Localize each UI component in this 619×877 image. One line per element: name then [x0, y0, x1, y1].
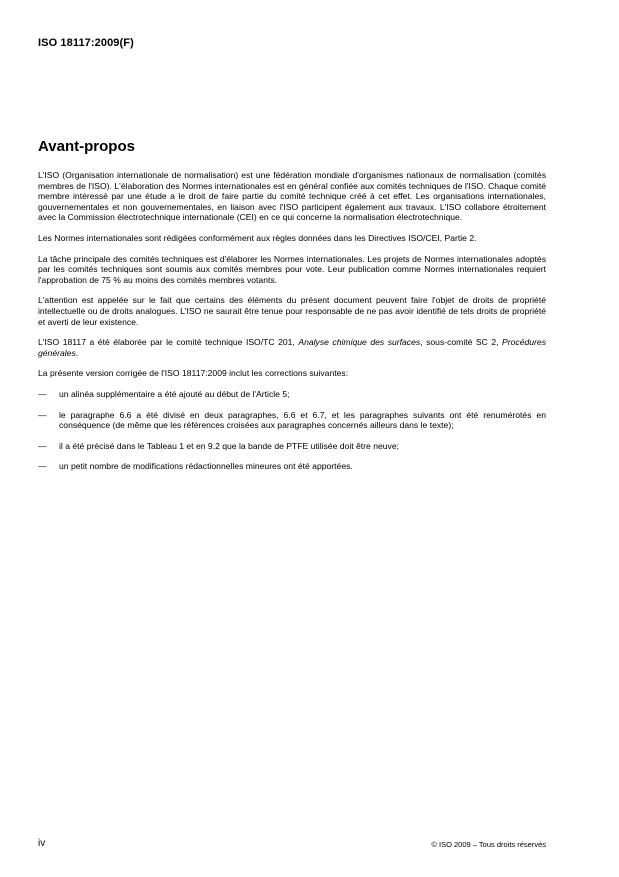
list-item [38, 461, 546, 472]
corrections-list [38, 389, 546, 472]
list-item [38, 389, 546, 400]
committee-name: Analyse chimique des surfaces [298, 337, 421, 348]
dash-bullet: — [38, 461, 47, 472]
dash-bullet: — [38, 409, 47, 420]
paragraph-organization: L'ISO (Organisation internationale de normalisation) est une fédération mondiale d'organismes nationaux de normalisation (comités membres de l'ISO). L'élaboration des Normes internationales est en général confiée aux comités techniques de l'ISO. Chaque comité membre intéressé par une étude a le droit de faire partie du comité technique créé à cet effet. Les organisations internationales, gouvernementales et non gouvernementales, en liaison avec l'ISO participent également aux travaux. L'ISO collabore étroitement avec la Commission électrotechnique internationale (CEI) en ce qui concerne la normalisation électrotechnique. [38, 170, 546, 223]
list-item-text: un alinéa supplémentaire a été ajouté au début de l'Article 5; [59, 388, 290, 399]
list-item [38, 410, 546, 431]
page-number: iv [38, 838, 46, 849]
list-item-text: un petit nombre de modifications rédactionnelles mineures ont été apportées. [59, 461, 353, 472]
list-item [38, 441, 546, 452]
paragraph-corrections-intro: La présente version corrigée de l'ISO 18117:2009 inclut les corrections suivantes: [38, 368, 349, 379]
paragraph-patent-rights: L'attention est appelée sur le fait que certains des éléments du présent document peuvent faire l'objet de droits de propriété intellectuelle ou de droits analogues. L'ISO ne saurait être tenue pour responsable de ne pas avoir identifié de tels droits de propriété et averti de leur existence. [38, 295, 546, 327]
dash-bullet: — [38, 440, 47, 451]
paragraph-directives: Les Normes internationales sont rédigées conformément aux règles données dans les Directives ISO/CEI, Partie 2. [38, 232, 477, 243]
dash-bullet: — [38, 388, 47, 399]
section-title: Avant-propos [38, 138, 135, 155]
prepared-by-text: L'ISO 18117 a été élaborée par le comité technique ISO/TC 201, [38, 337, 299, 348]
prepared-by-text-middle: , sous-comité SC 2, [420, 337, 503, 348]
list-item-text: le paragraphe 6.6 a été divisé en deux paragraphes, 6.6 et 6.7, et les paragraphes suivants ont été renumérotés en conséquence (de même que les références croisées aux paragraphes concernés ailleurs dans le texte); [59, 409, 546, 431]
list-item-text: il a été précisé dans le Tableau 1 et en 9.2 que la bande de PTFE utilisée doit être neuve; [59, 440, 399, 451]
paragraph-prepared-by [38, 337, 546, 358]
document-header-id: ISO 18117:2009(F) [38, 37, 134, 49]
subcommittee-name: Procédures générales [38, 337, 546, 358]
prepared-by-text-end: . [75, 347, 79, 358]
copyright-notice: © ISO 2009 – Tous droits réservés [431, 840, 546, 849]
paragraph-technical-committees: La tâche principale des comités techniques est d'élaborer les Normes internationales. Les projets de Normes internationales adoptés par les comités techniques sont soumis aux comités membres pour vote. Leur publication comme Normes internationales requiert l'approbation de 75 % au moins des comités membres votants. [38, 253, 546, 285]
foreword-body [38, 170, 546, 482]
